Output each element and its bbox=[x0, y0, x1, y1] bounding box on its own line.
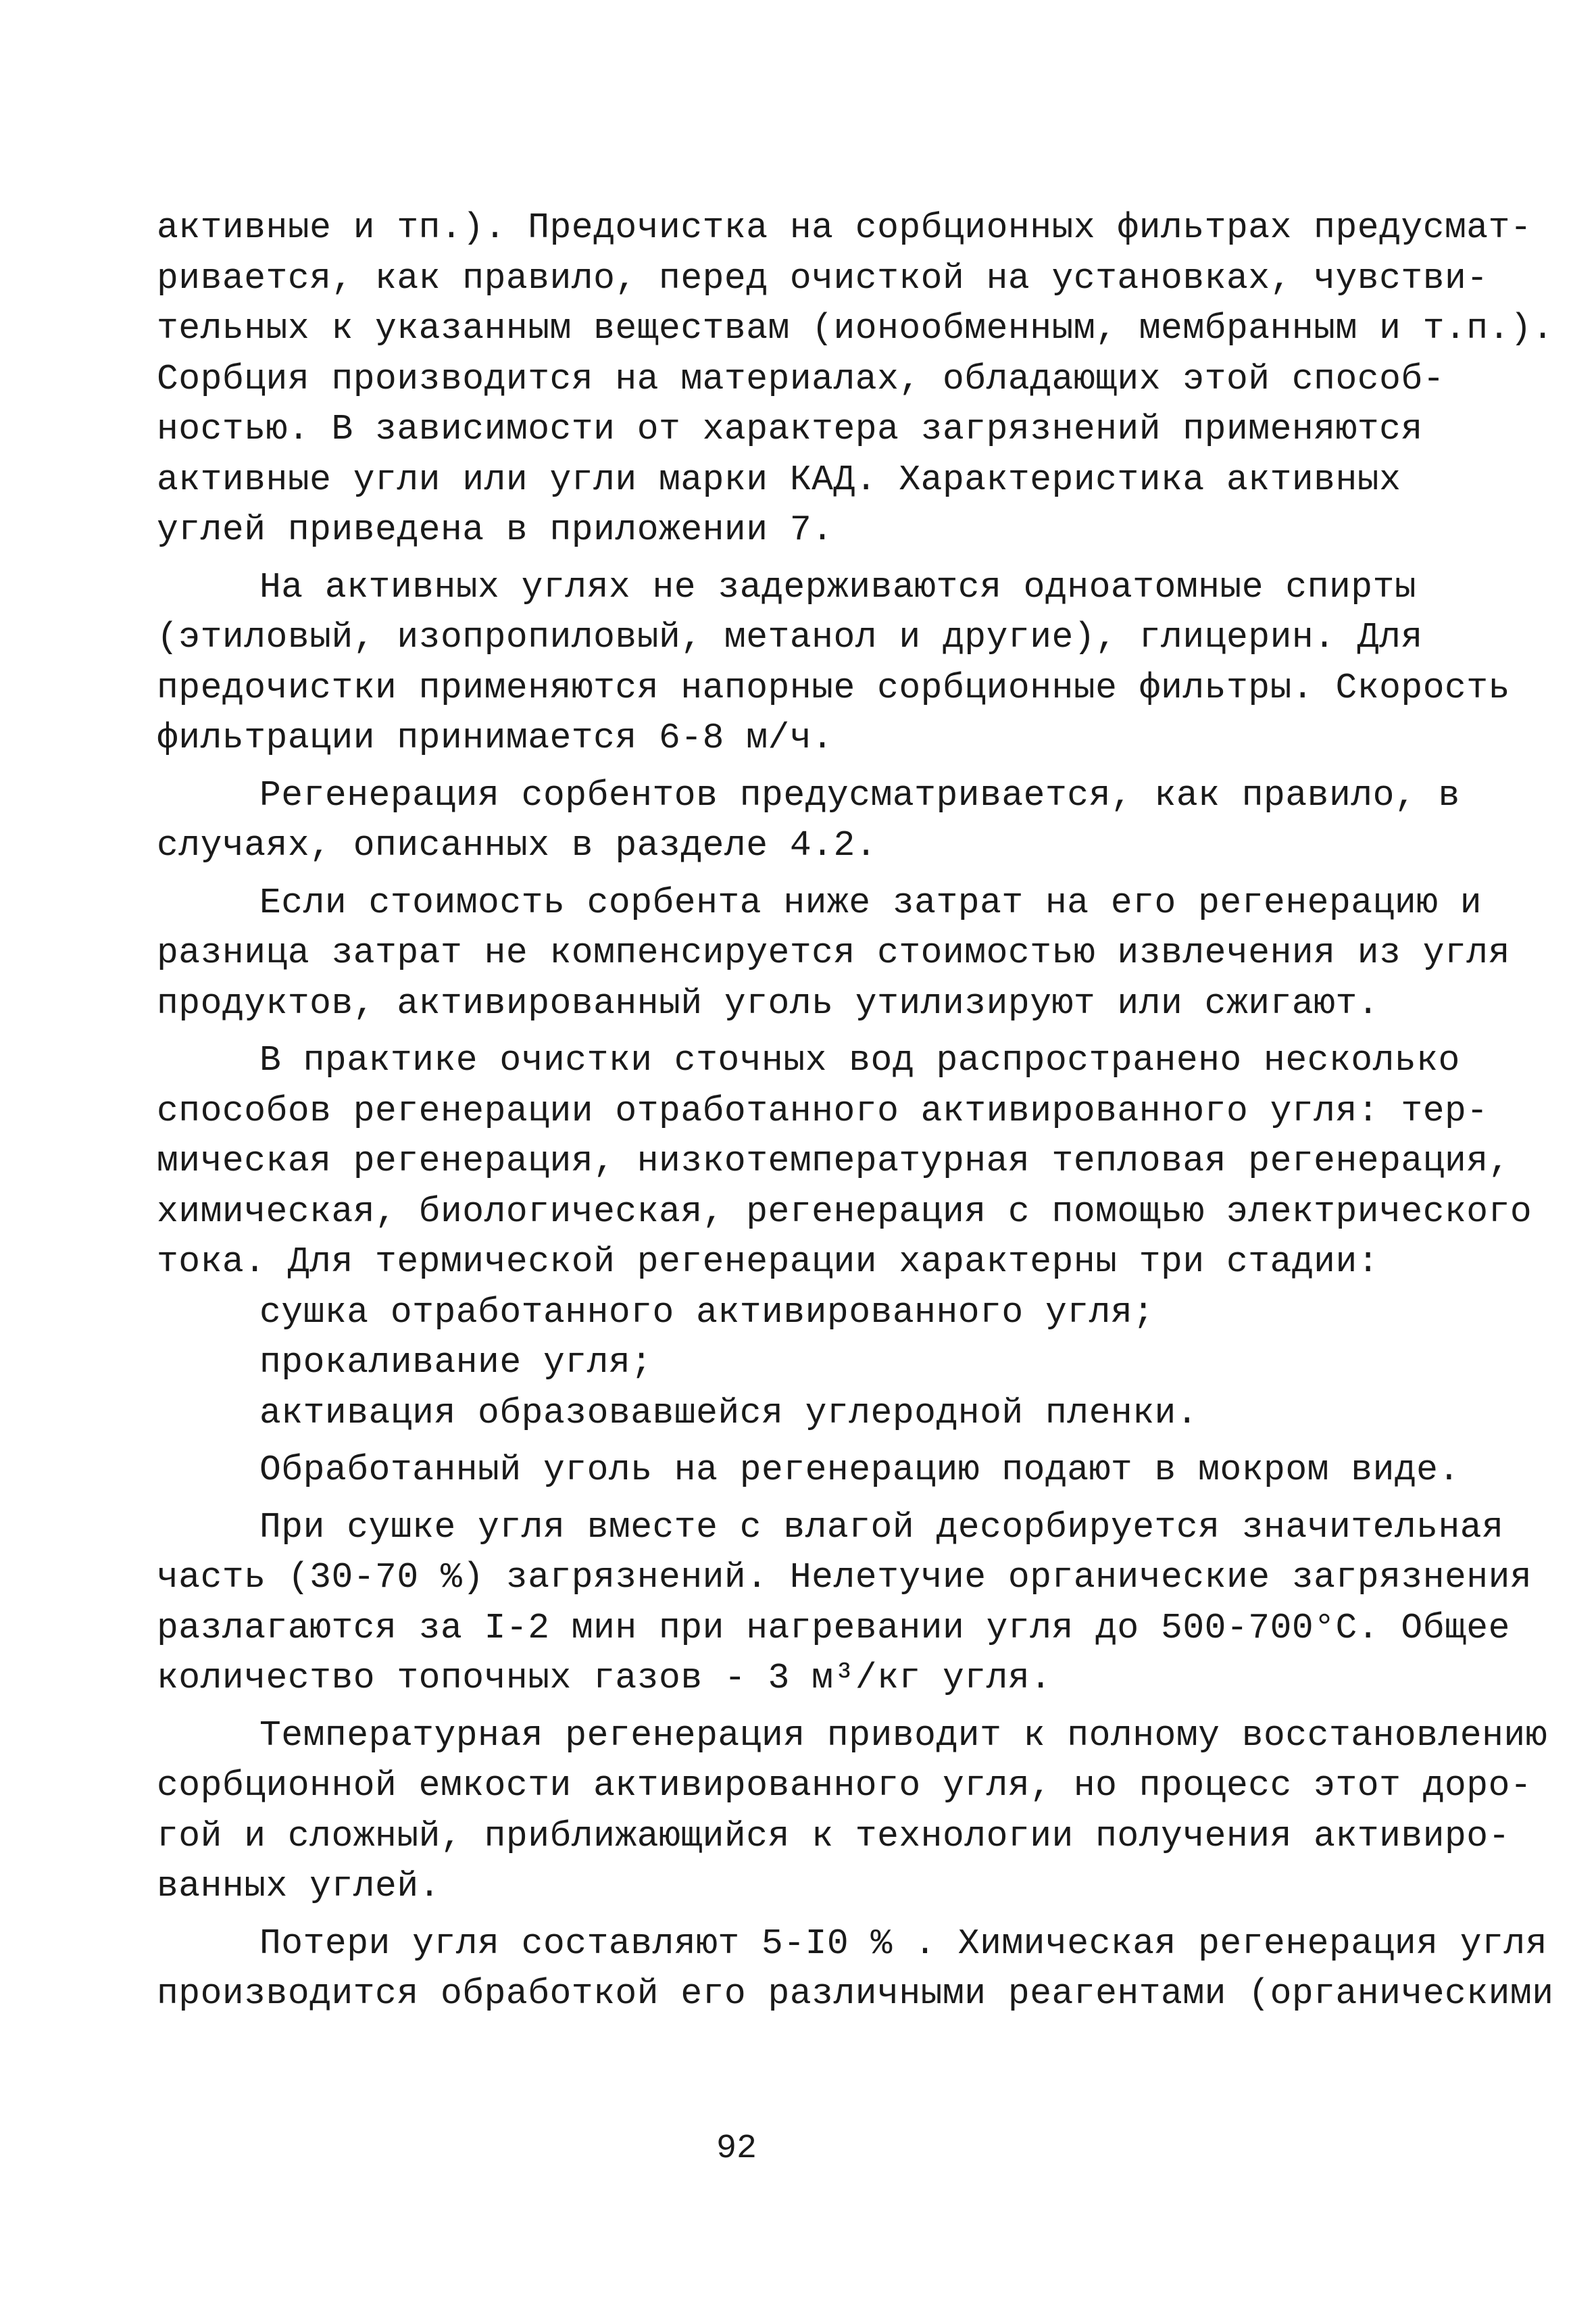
page-number: 92 bbox=[716, 2130, 757, 2168]
text-line: активные и тп.). Предочистка на сорбционных фильтрах предусмат- bbox=[157, 207, 1532, 248]
text-line: Если стоимость сорбента ниже затрат на его регенерацию и bbox=[259, 882, 1482, 923]
text-line: На активных углях не задерживаются одноатомные спирты bbox=[259, 566, 1417, 608]
text-line: химическая, биологическая, регенерация с помощью электрического bbox=[157, 1191, 1532, 1232]
text-line: При сушке угля вместе с влагой десорбируется значительная bbox=[259, 1506, 1504, 1548]
text-line: Обработанный уголь на регенерацию подают в мокром виде. bbox=[259, 1450, 1460, 1490]
text-line: Регенерация сорбентов предусматривается, как правило, в bbox=[259, 774, 1460, 816]
text-line: ривается, как правило, перед очисткой на установках, чувстви- bbox=[157, 257, 1489, 299]
text-line: В практике очистки сточных вод распространено несколько bbox=[259, 1040, 1460, 1081]
text-line: количество топочных газов - 3 м³/кг угля. bbox=[157, 1658, 1052, 1698]
text-line: случаях, описанных в разделе 4.2. bbox=[157, 825, 878, 866]
text-line: Потери угля составляют 5-I0 % . Химическая регенерация угля bbox=[259, 1923, 1548, 1964]
text-line: фильтрации принимается 6-8 м/ч. bbox=[157, 718, 834, 758]
text-line: активные угли или угли марки КАД. Характеристика активных bbox=[157, 459, 1401, 500]
text-line: тельных к указанным веществам (ионообменным, мембранным и т.п.). bbox=[157, 308, 1554, 349]
text-line: (этиловый, изопропиловый, метанол и другие), глицерин. Для bbox=[157, 617, 1423, 658]
text-line: сорбционной емкости активированного угля, но процесс этот доро- bbox=[157, 1765, 1532, 1806]
list-item: сушка отработанного активированного угля; bbox=[259, 1291, 1155, 1333]
text-line: ванных углей. bbox=[157, 1866, 441, 1906]
text-line: производится обработкой его различными реагентами (органическими bbox=[157, 1973, 1554, 2014]
text-line: мическая регенерация, низкотемпературная тепловая регенерация, bbox=[157, 1141, 1510, 1181]
text-line: предочистки применяются напорные сорбционные фильтры. Скорость bbox=[157, 667, 1510, 708]
text-line: способов регенерации отработанного активированного угля: тер- bbox=[157, 1090, 1489, 1131]
body-text bbox=[157, 203, 1554, 2019]
text-line: Температурная регенерация приводит к полному восстановлению bbox=[259, 1715, 1548, 1756]
text-line: Сорбция производится на материалах, обладающих этой способ- bbox=[157, 358, 1445, 399]
text-line: часть (30-70 %) загрязнений. Нелетучие органические загрязнения bbox=[157, 1557, 1532, 1598]
text-line: гой и сложный, приближающийся к технологии получения активиро- bbox=[157, 1815, 1510, 1856]
list-item: активация образовавшейся углеродной пленки. bbox=[259, 1392, 1199, 1433]
text-line: продуктов, активированный уголь утилизируют или сжигают. bbox=[157, 983, 1380, 1024]
list-item: прокаливание угля; bbox=[259, 1342, 653, 1383]
text-line: ностью. В зависимости от характера загрязнений применяются bbox=[157, 409, 1423, 449]
text-line: разница затрат не компенсируется стоимостью извлечения из угля bbox=[157, 933, 1510, 973]
text-line: тока. Для термической регенерации характерны три стадии: bbox=[157, 1241, 1380, 1282]
text-line: углей приведена в приложении 7. bbox=[157, 510, 834, 550]
text-line: разлагаются за I-2 мин при нагревании угля до 500-700°С. Общее bbox=[157, 1607, 1510, 1648]
